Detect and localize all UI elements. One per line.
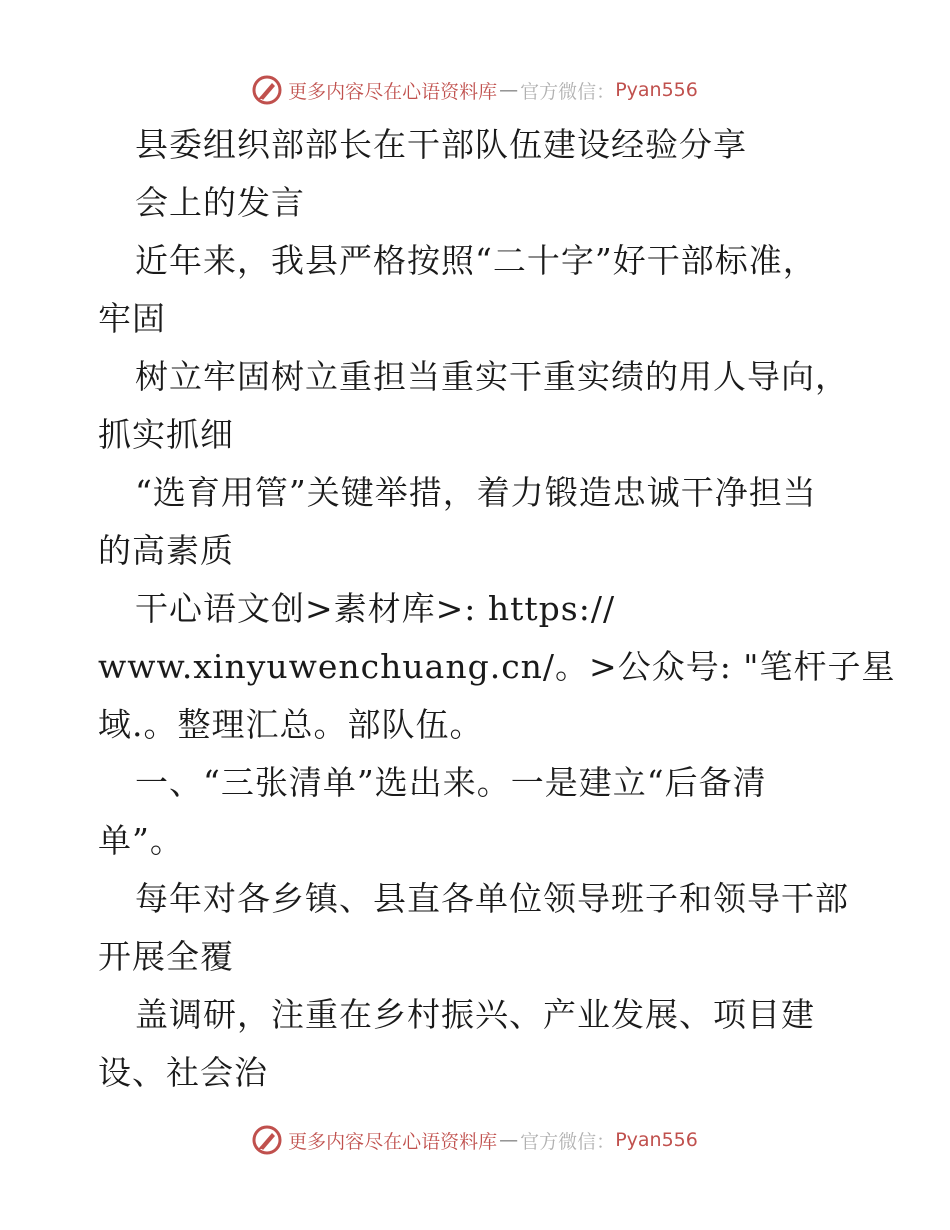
text-line: 干心语文创>素材库>: https://: [135, 589, 616, 628]
watermark-main-text: 更多内容尽在心语资料库: [288, 80, 498, 103]
text-line: 牢固: [98, 299, 166, 338]
watermark-sub-text: 官方微信：: [520, 80, 616, 103]
text-line: 设、社会治: [98, 1053, 268, 1092]
watermark-separator: —: [499, 1129, 519, 1151]
text-line: 域.。整理汇总。部队伍。: [98, 705, 484, 744]
text-line: 一、“三张清单”选出来。一是建立“后备清: [135, 763, 767, 802]
text-line: “选育用管”关键举措，着力锻造忠诚干净担当: [135, 473, 817, 512]
watermark-wechat-id: Pyan556: [615, 1129, 698, 1151]
text-line: 单”。: [98, 821, 184, 860]
text-line: 会上的发言: [135, 183, 305, 222]
text-line: www.xinyuwenchuang.cn/。>公众号: "笔杆子星: [98, 647, 896, 686]
watermark-sub-text: 官方微信：: [520, 1130, 616, 1153]
text-line: 的高素质: [98, 531, 234, 570]
text-line: 盖调研，注重在乡村振兴、产业发展、项目建: [135, 995, 815, 1034]
footer-watermark: [0, 1120, 950, 1160]
text-line: 抓实抓细: [98, 415, 234, 454]
pen-logo-icon: [252, 1125, 282, 1155]
watermark-separator: —: [499, 79, 519, 101]
text-line: 每年对各乡镇、县直各单位领导班子和领导干部: [135, 879, 849, 918]
text-line: 县委组织部部长在干部队伍建设经验分享: [135, 125, 747, 164]
watermark-wechat-id: Pyan556: [615, 79, 698, 101]
text-line: 近年来，我县严格按照“二十字”好干部标准，: [135, 241, 817, 280]
text-line: 树立牢固树立重担当重实干重实绩的用人导向，: [135, 357, 849, 396]
text-line: 开展全覆: [98, 937, 234, 976]
watermark-main-text: 更多内容尽在心语资料库: [288, 1130, 498, 1153]
header-watermark: [0, 70, 950, 110]
pen-logo-icon: [252, 75, 282, 105]
